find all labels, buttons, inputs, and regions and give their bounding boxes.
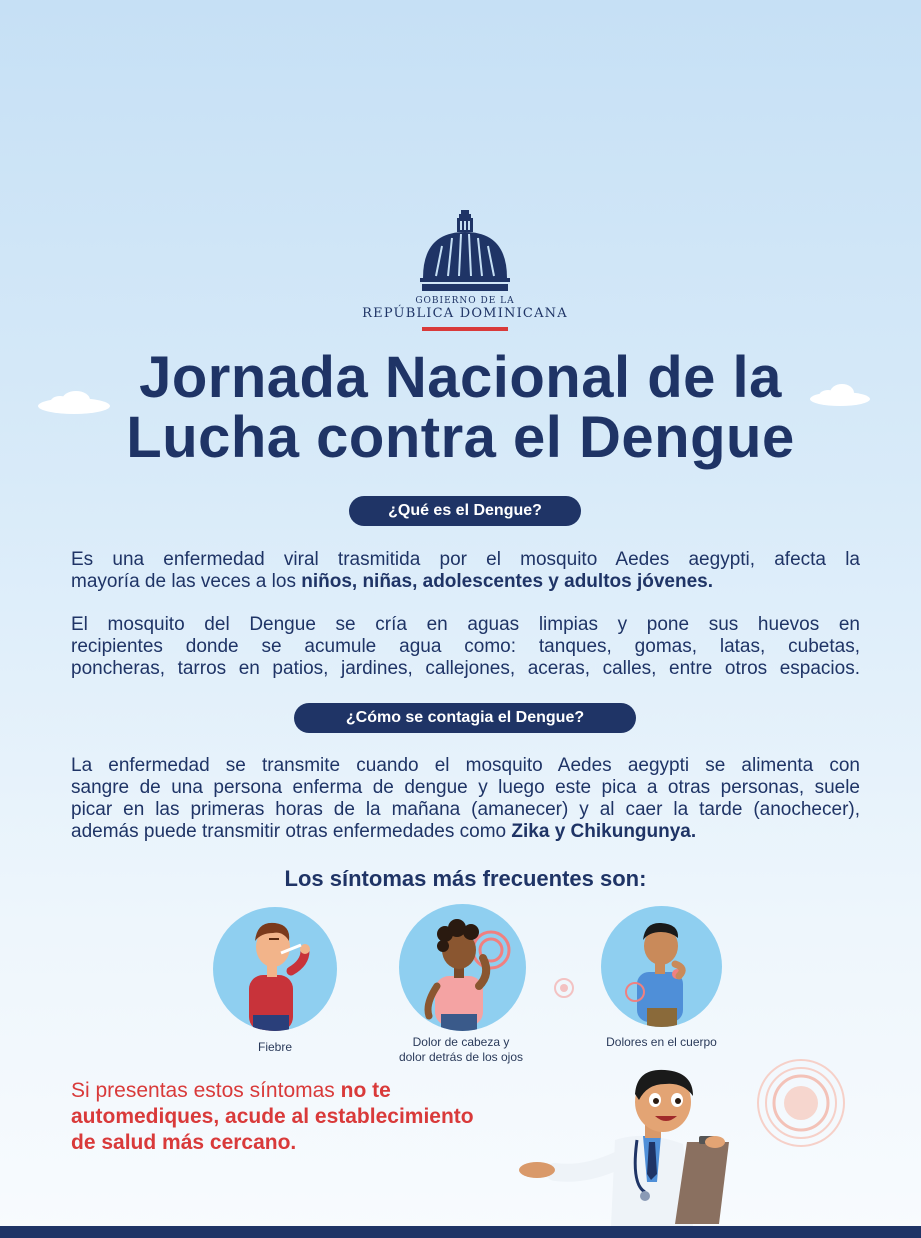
body-pain-person-icon: [601, 906, 722, 1027]
definition-line-2-text: mayoría de las veces a los: [71, 571, 302, 592]
breeding-line-2: recipientes donde se acumule agua como: tanques, gomas, latas, cubetas,: [71, 636, 860, 657]
symptom-label-headache: [370, 1035, 552, 1065]
transmission-line-4: [71, 821, 860, 843]
transmission-line-1: La enfermedad se transmite cuando el mosquito Aedes aegypti se alimenta con: [71, 755, 860, 776]
headache-label-line-2: dolor detrás de los ojos: [398, 1050, 524, 1064]
body-pain-label: Dolores en el cuerpo: [606, 1035, 717, 1049]
headache-label-line-1: Dolor de cabeza y: [412, 1035, 510, 1049]
fever-illustration: [213, 907, 337, 1031]
headache-illustration: [399, 904, 526, 1031]
fever-person-icon: [213, 907, 337, 1031]
transmission-line-2: sangre de una persona enferma de dengue y luego este pica a otras personas, suele: [71, 777, 860, 798]
logo-subtitle: GOBIERNO DE LA: [415, 296, 515, 306]
paragraph-definition: [71, 549, 860, 593]
body-pain-illustration: [601, 906, 722, 1027]
section-heading-how-contagion: ¿Cómo se contagia el Dengue?: [294, 703, 636, 733]
paragraph-breeding: [71, 614, 860, 680]
warning-emphasis-3: de salud más cercano.: [71, 1131, 297, 1154]
transmission-line-3: picar en las primeras horas de la mañana (amanecer) y al caer la tarde (anochecer),: [71, 799, 860, 820]
page-title: [60, 345, 861, 470]
fever-label: Fiebre: [257, 1040, 292, 1054]
footer-bar: [0, 1226, 921, 1238]
pain-ring-large-icon: [756, 1058, 846, 1148]
warning-emphasis-1: no te: [340, 1079, 391, 1102]
doctor-illustration: [515, 1064, 745, 1226]
section-heading-what-is-dengue: ¿Qué es el Dengue?: [349, 496, 581, 526]
symptoms-heading: Los síntomas más frecuentes son:: [284, 866, 647, 891]
definition-line-2: [71, 571, 860, 593]
breeding-line-1: El mosquito del Dengue se cría en aguas limpias y pone sus huevos en: [71, 614, 860, 635]
title-line-1: Jornada Nacional de la: [139, 345, 782, 410]
logo-title: REPÚBLICA DOMINICANA: [362, 306, 568, 321]
warning-line-2: [71, 1104, 541, 1130]
logo-red-divider: [422, 327, 508, 331]
breeding-line-3: poncheras, tarros en patios, jardines, callejones, aceras, calles, entre otros espacios.: [71, 658, 860, 679]
paragraph-transmission: [71, 755, 860, 843]
title-line-2: Lucha contra el Dengue: [126, 405, 795, 470]
transmission-line-4-text: además puede transmitir otras enfermedades como: [71, 821, 512, 842]
warning-line-3: [71, 1130, 541, 1156]
headache-person-icon: [399, 904, 526, 1031]
pain-ring-small-icon: [553, 977, 575, 999]
symptom-label-fever: [213, 1040, 337, 1055]
transmission-highlight: Zika y Chikungunya.: [511, 821, 697, 842]
warning-emphasis-2: automediques, acude al establecimiento: [71, 1105, 474, 1128]
warning-line-1: [71, 1078, 541, 1104]
warning-text: Si presentas estos síntomas: [71, 1079, 341, 1102]
warning-message: [71, 1078, 541, 1156]
definition-highlight: niños, niñas, adolescentes y adultos jóvenes.: [301, 571, 714, 592]
definition-line-1: Es una enfermedad viral trasmitida por el mosquito Aedes aegypti, afecta la: [71, 549, 860, 570]
symptom-label-body-pain: [580, 1035, 743, 1050]
